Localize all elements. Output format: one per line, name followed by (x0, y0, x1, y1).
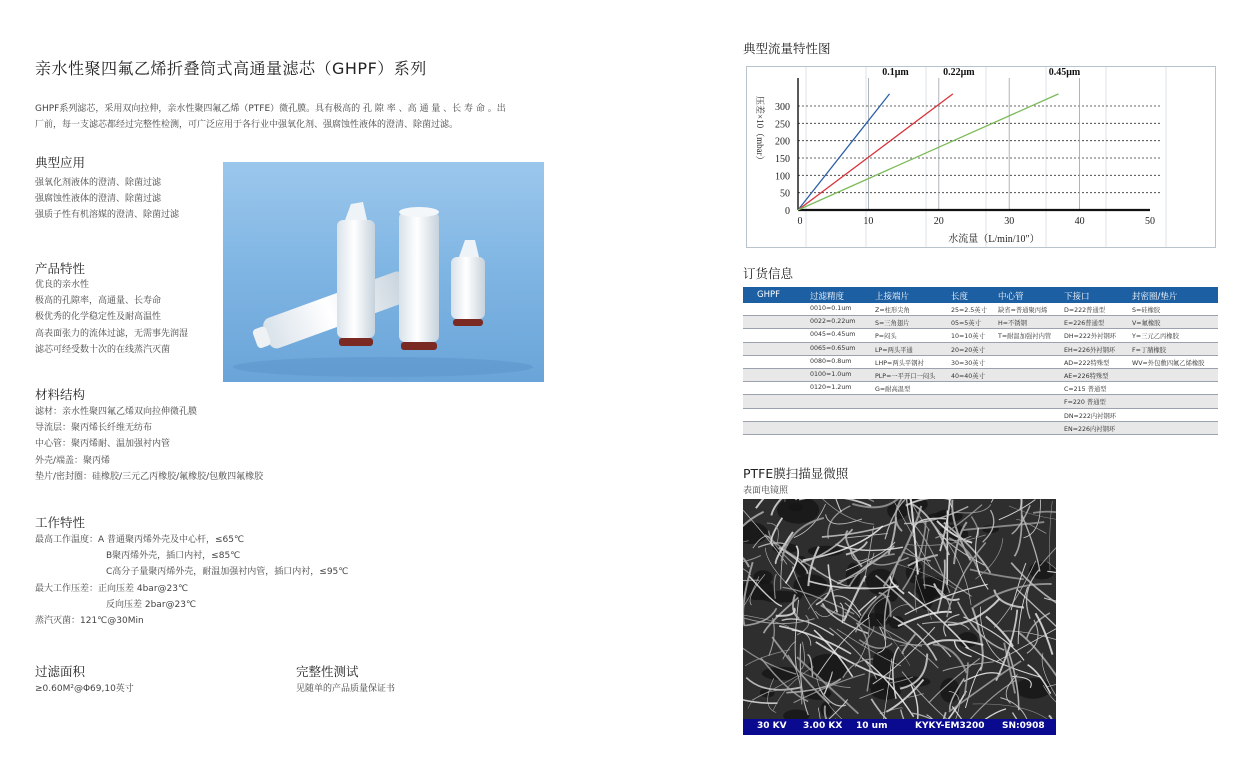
table-cell: AE=226特殊型 (1064, 372, 1109, 380)
table-cell: LP=两头平通 (875, 346, 913, 354)
table-cell: LHP=两头平钢衬 (875, 359, 924, 367)
table-cell: 40=40英寸 (951, 372, 985, 380)
table-cell: P=闷头 (875, 333, 897, 341)
list-item: 蒸汽灭菌：121℃@30Min (35, 616, 144, 627)
integrity-title: 完整性测试 (296, 664, 359, 679)
sem-scale: 10 um (856, 721, 888, 731)
working-list (35, 532, 348, 629)
intro-paragraph (35, 101, 550, 133)
table-cell: 30=30英寸 (951, 359, 985, 367)
header-cell: 上接端片 (875, 292, 910, 302)
list-item: 最高工作温度：A 普通聚丙烯外壳及中心杆，≤65℃ (35, 535, 245, 545)
table-cell: 缺省=普通聚丙烯 (998, 307, 1048, 314)
table-row (743, 422, 1218, 435)
materials-title: 材料结构 (35, 387, 86, 402)
features-list (35, 277, 188, 358)
x-tick-label: 40 (1074, 216, 1085, 227)
table-cell: 0080=0.8um (810, 357, 852, 365)
header-cell: 过滤精度 (810, 292, 845, 302)
sem-model: KYKY-EM3200 (915, 721, 985, 731)
y-tick-label: 50 (780, 188, 790, 200)
y-tick-label: 200 (775, 136, 790, 148)
list-item: 极优秀的化学稳定性及耐高温性 (35, 312, 162, 323)
table-cell: S=三角翅片 (875, 320, 910, 328)
table-cell: 0100=1.0um (810, 370, 852, 378)
flow-chart-svg (746, 66, 1216, 248)
header-cell: GHPF (757, 290, 780, 300)
flow-chart (746, 66, 1216, 248)
x-tick-label: 0 (797, 216, 803, 227)
table-cell: S=硅橡胶 (1132, 307, 1161, 314)
order-body (743, 303, 1218, 435)
sem-micrograph (743, 499, 1056, 735)
table-cell: 0022=0.22um (810, 318, 856, 326)
sem-subtitle: 表面电镜照 (743, 486, 789, 496)
table-cell: F=220 普通型 (1064, 399, 1106, 407)
list-item: 最大工作压差：正向压差 4bar@23℃ (35, 583, 189, 594)
list-item: 导流层：聚丙烯长纤维无纺布 (35, 423, 153, 434)
series-label: 0.45μm (1048, 67, 1081, 78)
features-title: 产品特性 (35, 261, 86, 276)
product-photo (223, 162, 544, 382)
sem-voltage: 30 KV (757, 721, 787, 731)
table-cell: D=222普通型 (1064, 307, 1106, 314)
list-item: 中心管：聚丙烯耐、温加强衬内管 (35, 439, 171, 450)
header-cell: 长度 (951, 292, 969, 302)
sem-serial: SN:0908 (1002, 721, 1045, 731)
header-cell: 中心管 (998, 292, 1024, 302)
order-header-row (743, 287, 1218, 303)
table-row (743, 382, 1218, 395)
table-row (743, 303, 1218, 316)
applications-title: 典型应用 (35, 155, 86, 170)
list-item: 强氧化剂液体的澄清、除菌过滤 (35, 178, 162, 188)
filter-cartridges-illustration (223, 162, 544, 382)
table-row (743, 356, 1218, 369)
list-item: 反向压差 2bar@23℃ (106, 599, 197, 610)
y-tick-label: 150 (775, 154, 790, 165)
table-cell: EH=226外衬钢环 (1064, 346, 1116, 354)
materials-list (35, 404, 263, 485)
table-cell: DN=222内衬钢环 (1064, 412, 1117, 420)
table-cell: WV=外包敷四氟乙烯橡胶 (1132, 359, 1205, 367)
y-tick-label: 250 (775, 119, 790, 131)
y-tick-label: 0 (785, 206, 790, 217)
table-cell: Z=柱形尖角 (875, 307, 910, 314)
table-cell: 05=5英寸 (951, 320, 981, 328)
header-cell: 下接口 (1064, 292, 1090, 302)
table-cell: 20=20英寸 (951, 346, 985, 354)
sem-magnification: 3.00 KX (803, 721, 843, 731)
x-tick-label: 50 (1145, 216, 1155, 227)
list-item: 强腐蚀性液体的澄清、除菌过滤 (35, 194, 162, 205)
table-row (743, 316, 1218, 329)
table-cell: G=耐高温型 (875, 386, 911, 394)
table-cell: AD=222特殊型 (1064, 359, 1110, 367)
table-cell: 0045=0.45um (810, 331, 856, 339)
list-item: 外壳/端盖：聚丙烯 (35, 455, 111, 466)
intro-line: 厂前，每一支滤芯都经过完整性检测，可广泛应用于各行业中强氧化剂、强腐蚀性液体的澄清、除菌过滤。 (35, 120, 459, 130)
table-cell: PLP=一平开口一闷头 (875, 372, 936, 380)
chart-title: 典型流量特性图 (743, 41, 831, 56)
table-cell: 0010=0.1um (810, 305, 852, 312)
table-cell: V=氟橡胶 (1132, 320, 1161, 328)
list-item: 垫片/密封圈：硅橡胶/三元乙丙橡胶/氟橡胶/包敷四氟橡胶 (35, 471, 264, 482)
y-axis-label: 压差×10（mbar） (755, 96, 765, 165)
area-title: 过滤面积 (35, 664, 86, 679)
table-row (743, 395, 1218, 408)
table-cell: F=丁腈橡胶 (1132, 346, 1167, 354)
y-tick-label: 100 (775, 171, 790, 183)
sem-info-bar (743, 719, 1056, 735)
list-item: B聚丙烯外壳，插口内衬，≤85℃ (106, 551, 241, 562)
x-tick-label: 30 (1004, 216, 1015, 227)
intro-line: GHPF系列滤芯，采用双向拉伸，亲水性聚四氟乙烯（PTFE）微孔膜。具有极高的 孔 隙 率 、高 通 量 、长 寿 命 。出 (35, 104, 506, 114)
table-cell: E=226普通型 (1064, 320, 1105, 328)
list-item: 极高的孔隙率，高通量、长寿命 (35, 296, 162, 307)
list-item: 滤芯可经受数十次的在线蒸汽灭菌 (35, 344, 171, 355)
list-item: 高表面张力的流体过滤，无需事先润湿 (35, 328, 189, 339)
table-row (743, 329, 1218, 342)
list-item: 优良的亲水性 (35, 280, 90, 290)
list-item: 强质子性有机溶媒的澄清、除菌过滤 (35, 210, 180, 221)
series-label: 0.1μm (882, 67, 909, 78)
table-cell: 0065=0.65um (810, 344, 856, 352)
order-table (743, 287, 1218, 435)
x-axis-label: 水流量（L/min/10″） (948, 234, 1040, 245)
header-cell: 封密圈/垫片 (1132, 292, 1178, 302)
applications-list (35, 175, 179, 224)
integrity-text: 见随单的产品质量保证书 (296, 684, 396, 694)
table-cell: T=耐温加强衬内管 (998, 333, 1052, 341)
table-row (743, 409, 1218, 422)
table-cell: C=215 普通型 (1064, 386, 1107, 394)
table-row (743, 369, 1218, 382)
x-tick-label: 10 (863, 216, 874, 227)
table-cell: DH=222外衬钢环 (1064, 333, 1117, 341)
table-cell: 0120=1.2um (810, 384, 852, 392)
table-row (743, 343, 1218, 356)
sem-title: PTFE膜扫描显微照 (743, 466, 849, 481)
table-cell: 10=10英寸 (951, 333, 985, 341)
table-cell: Y=三元乙丙橡胶 (1132, 333, 1179, 341)
x-tick-label: 20 (933, 216, 944, 227)
list-item: C高分子量聚丙烯外壳，耐温加强衬内管，插口内衬，≤95℃ (106, 567, 349, 578)
list-item: 滤材：亲水性聚四氟乙烯双向拉伸微孔膜 (35, 407, 198, 417)
series-label: 0.22μm (943, 67, 975, 78)
fiber-network-image (743, 499, 1056, 719)
y-tick-label: 300 (775, 102, 790, 113)
working-title: 工作特性 (35, 515, 86, 530)
area-text: ≥0.60M²@Φ69,10英寸 (35, 684, 134, 694)
order-title: 订货信息 (743, 266, 794, 281)
table-cell: EN=226内衬钢环 (1064, 425, 1116, 433)
table-cell: H=不锈钢 (998, 320, 1027, 328)
table-cell: 25=2.5英寸 (951, 307, 987, 314)
page-title: 亲水性聚四氟乙烯折叠筒式高通量滤芯（GHPF）系列 (35, 59, 427, 78)
